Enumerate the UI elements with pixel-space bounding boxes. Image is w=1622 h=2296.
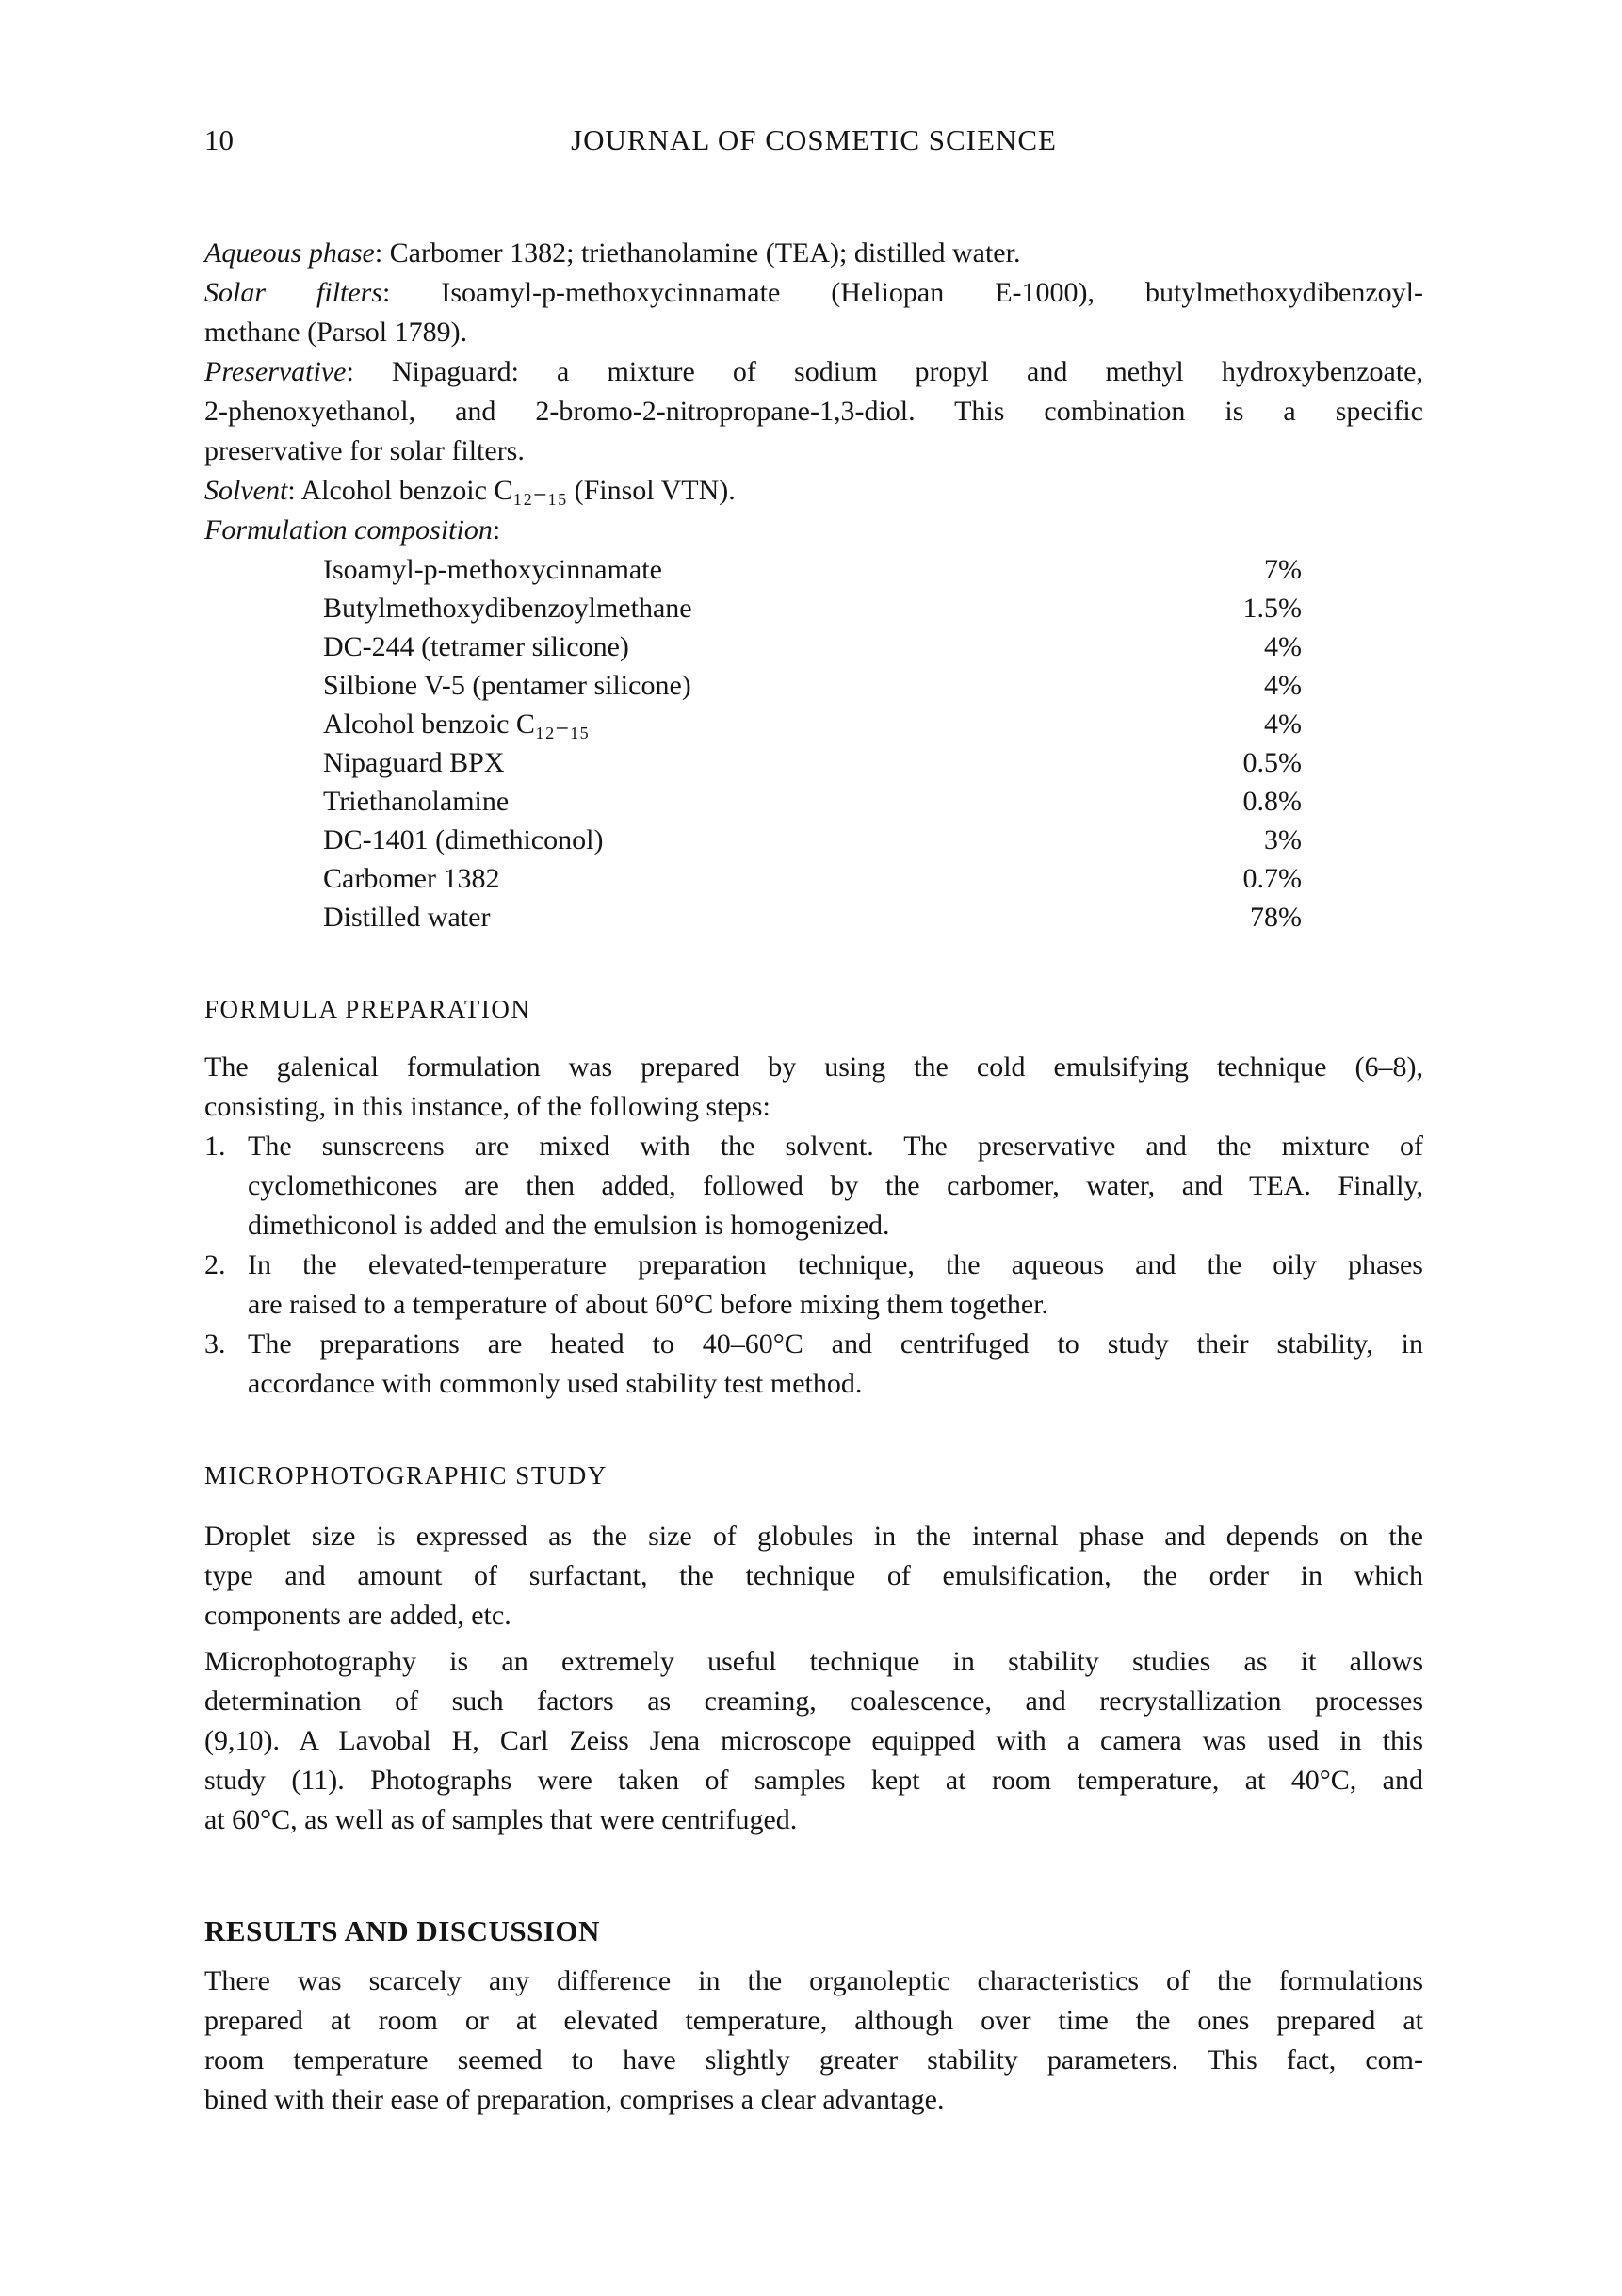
paragraph-results: There was scarcely any difference in the organoleptic characteristics of the formulations prepared at room or at elevated temperature, although over time the ones prepared at room temperature seemed to have slightly greater stability parameters. This fact, com- bined with their ease of preparation, comprises a clear advantage.	[204, 1965, 1423, 2115]
preparation-steps-list	[204, 1127, 1423, 1404]
page-number: 10	[204, 123, 234, 156]
step-number: 2.	[204, 1249, 226, 1280]
ingredient-percentage: 78%	[1250, 902, 1302, 933]
section-heading-formula-preparation: FORMULA PREPARATION	[204, 995, 531, 1023]
paragraph-droplet-size: Droplet size is expressed as the size of globules in the internal phase and depends on the type and amount of surfactant, the technique of emulsification, the order in which components are added, etc.	[204, 1521, 1423, 1631]
ingredient-name: Silbione V-5 (pentamer silicone)	[323, 670, 691, 701]
ingredient-percentage: 4%	[1264, 670, 1302, 701]
composition-table-row	[204, 589, 1302, 627]
ingredient-percentage: 3%	[1264, 824, 1302, 855]
composition-table-row	[204, 859, 1302, 898]
composition-table-row	[204, 898, 1302, 936]
ingredient-name: DC-244 (tetramer silicone)	[323, 631, 629, 662]
paragraph-solvent: Solvent: Alcohol benzoic C₁₂₋₁₅ (Finsol VTN).	[204, 475, 736, 506]
formulation-composition-table	[204, 550, 1302, 936]
composition-table-row	[204, 550, 1302, 589]
step-text: In the elevated-temperature preparation technique, the aqueous and the oily phases are raised to a temperature of about 60°C before mixing them together.	[248, 1249, 1423, 1320]
ingredient-percentage: 4%	[1264, 631, 1302, 662]
step-number: 1.	[204, 1131, 226, 1162]
section-heading-microphotographic-study: MICROPHOTOGRAPHIC STUDY	[204, 1461, 608, 1490]
ingredient-name: DC-1401 (dimethiconol)	[323, 824, 604, 855]
step-number: 3.	[204, 1328, 226, 1360]
ingredient-name: Carbomer 1382	[323, 863, 500, 894]
composition-table-row	[204, 743, 1302, 782]
composition-table-row	[204, 666, 1302, 705]
paragraph-formulation-composition-label: Formulation composition:	[204, 514, 501, 546]
step-text: The preparations are heated to 40–60°C and centrifuged to study their stability, in accordance with commonly used stability test method.	[248, 1328, 1423, 1399]
preparation-step-3	[204, 1325, 1423, 1404]
composition-table-row	[204, 627, 1302, 666]
ingredient-percentage: 7%	[1264, 554, 1302, 585]
paragraph-preservative: Preservative: Nipaguard: a mixture of sodium propyl and methyl hydroxybenzoate, 2-phenoxyethanol, and 2-bromo-2-nitropropane-1,3-diol. This combination is a specific preservative for solar filters.	[204, 356, 1423, 466]
ingredient-name: Isoamyl-p-methoxycinnamate	[323, 554, 662, 585]
ingredient-name: Butylmethoxydibenzoylmethane	[323, 593, 692, 624]
ingredient-percentage: 1.5%	[1242, 593, 1302, 624]
composition-table-row	[204, 705, 1302, 743]
ingredient-name: Alcohol benzoic C₁₂₋₁₅	[323, 708, 590, 740]
ingredient-name: Nipaguard BPX	[323, 747, 505, 778]
journal-title: JOURNAL OF COSMETIC SCIENCE	[571, 123, 1057, 156]
ingredient-percentage: 0.7%	[1242, 863, 1302, 894]
paragraph-aqueous-phase: Aqueous phase: Carbomer 1382; triethanolamine (TEA); distilled water.	[204, 237, 1021, 269]
ingredient-percentage: 0.8%	[1242, 786, 1302, 817]
section-heading-results-and-discussion: RESULTS AND DISCUSSION	[204, 1914, 600, 1947]
ingredient-percentage: 4%	[1264, 708, 1302, 740]
step-text: The sunscreens are mixed with the solvent. The preservative and the mixture of cyclomethicones are then added, followed by the carbomer, water, and TEA. Finally, dimethiconol is added and the emulsion is homogenized.	[248, 1131, 1423, 1241]
paragraph-solar-filters: Solar filters: Isoamyl-p-methoxycinnamate (Heliopan E-1000), butylmethoxydibenzoyl- methane (Parsol 1789).	[204, 277, 1423, 348]
ingredient-name: Triethanolamine	[323, 786, 510, 817]
page-content	[204, 234, 1423, 2120]
preparation-step-2	[204, 1246, 1423, 1325]
composition-table-row	[204, 821, 1302, 859]
paragraph-formula-preparation-intro: The galenical formulation was prepared by using the cold emulsifying technique (6–8), consisting, in this instance, of the following steps:	[204, 1051, 1423, 1122]
preparation-step-1	[204, 1127, 1423, 1246]
paragraph-microphotography: Microphotography is an extremely useful technique in stability studies as it allows determination of such factors as creaming, coalescence, and recrystallization processes (9,10). A Lavobal H, Carl Zeiss Jena microscope equipped with a camera was used in this study (11). Photographs were taken of samples kept at room temperature, at 40°C, and at 60°C, as well as of samples that were centrifuged.	[204, 1646, 1423, 1835]
ingredient-name: Distilled water	[323, 902, 491, 933]
ingredient-percentage: 0.5%	[1242, 747, 1302, 778]
composition-table-row	[204, 782, 1302, 821]
